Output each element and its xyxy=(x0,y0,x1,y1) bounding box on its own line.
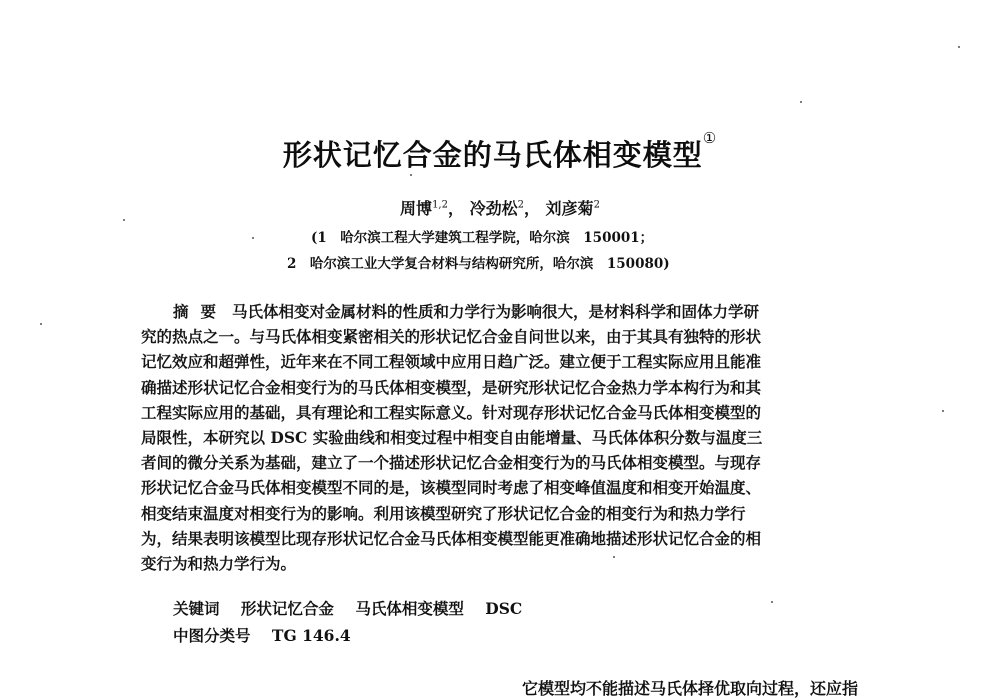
abstract-line: 形状记忆合金马氏体相变模型不同的是，该模型同时考虑了相变峰值温度和相变开始温度、 xyxy=(141,478,762,498)
scan-speck xyxy=(771,601,773,603)
abstract-line: 工程实际应用的基础，具有理论和工程实际意义。针对现存形状记忆合金马氏体相变模型的 xyxy=(141,402,762,422)
affiliation-line-1: (1 哈尔滨工程大学建筑工程学院，哈尔滨 150001； xyxy=(311,230,654,246)
author-name: 冷劲松 xyxy=(469,199,518,218)
scan-speck xyxy=(800,101,802,103)
abstract-line: 局限性，本研究以 DSC 实验曲线和相变过程中相变自由能增量、马氏体体积分数与温度三 xyxy=(141,427,763,447)
title-footnote-mark: ① xyxy=(702,129,718,147)
classification-label: 中图分类号 xyxy=(173,626,251,645)
scan-speck xyxy=(410,174,412,176)
author-name: 周博 xyxy=(400,199,433,218)
author-separator: ， xyxy=(523,199,540,218)
abstract-line: 记忆效应和超弹性，近年来在不同工程领域中应用日趋广泛。建立便于工程实际应用且能准 xyxy=(141,352,762,372)
paper-title xyxy=(0,129,1000,174)
keywords xyxy=(173,597,522,619)
next-section-text-cutoff: 它模型均不能描述马氏体择优取向过程，还应指 xyxy=(522,679,859,698)
abstract-line: 确描述形状记忆合金相变行为的马氏体相变模型，是研究形状记忆合金热力学本构行为和其 xyxy=(141,377,762,397)
keyword: DSC xyxy=(485,599,523,618)
keywords-label: 关键词 xyxy=(173,599,220,618)
affiliation-line-2: 2 哈尔滨工业大学复合材料与结构研究所，哈尔滨 150080) xyxy=(287,256,670,272)
abstract-line: 为，结果表明该模型比现存形状记忆合金马氏体相变模型能更准确地描述形状记忆合金的相 xyxy=(141,528,762,548)
title-text: 形状记忆合金的马氏体相变模型 xyxy=(282,138,703,172)
keyword: 马氏体相变模型 xyxy=(355,599,464,618)
abstract-line xyxy=(141,299,871,324)
scan-speck xyxy=(942,410,944,412)
author-separator: ， xyxy=(447,199,464,218)
abstract-line: 相变结束温度对相变行为的影响。利用该模型研究了形状记忆合金的相变行为和热力学行 xyxy=(141,503,746,523)
author-affiliation-mark: 2 xyxy=(517,199,524,211)
author-list xyxy=(0,196,1000,219)
scan-speck xyxy=(252,237,254,239)
classification-code xyxy=(173,624,351,646)
scan-speck xyxy=(613,556,615,558)
abstract-line: 变行为和热力学行为。 xyxy=(141,553,297,573)
author-affiliation-mark: 1,2 xyxy=(432,199,448,211)
scan-speck xyxy=(40,323,42,325)
author-name: 刘彦菊 xyxy=(545,199,594,218)
abstract-label: 摘要 xyxy=(173,302,229,321)
abstract xyxy=(141,299,871,576)
abstract-line: 究的热点之一。与马氏体相变紧密相关的形状记忆合金自问世以来，由于其具有独特的形状 xyxy=(141,327,762,347)
keyword: 形状记忆合金 xyxy=(240,599,334,618)
author-affiliation-mark: 2 xyxy=(593,199,600,211)
abstract-text: 马氏体相变对金属材料的性质和力学行为影响很大，是材料科学和固体力学研 xyxy=(232,302,760,321)
scan-speck xyxy=(958,46,960,48)
classification-value: TG 146.4 xyxy=(271,626,351,645)
scan-speck xyxy=(123,219,125,221)
abstract-line: 者间的微分关系为基础，建立了一个描述形状记忆合金相变行为的马氏体相变模型。与现存 xyxy=(141,453,762,473)
